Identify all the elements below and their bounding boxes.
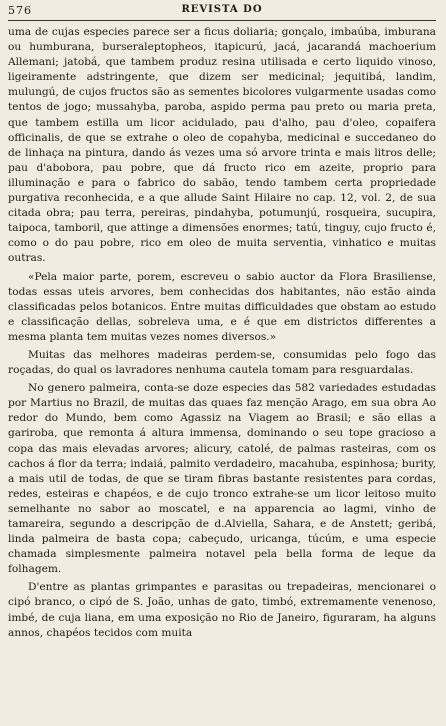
page-number: 576 bbox=[8, 4, 32, 17]
paragraph-1: uma de cujas especies parece ser a ficus doliaria; gonçalo, imbaúba, imburana ou humburana, burseraleptopheos, itapicurú, jacá, jacarandá machoerium Allemani; jatobá, que tambem produz resina utilisada e certo liquido vinoso, ligeiramente adstringente, que dizem ser medicinal; jequitibá, landim, mulungú, de cujos fructos são as sementes bicolores vulgarmente usadas como tentos de jogo; mussahyba, paroba, aspido perma pau preto ou maria preta, que tambem estilla um licor acidulado, pau d'alho, pau d'oleo, copaifera officinalis, de que se extrahe o oleo de copahyba, medicinal e succedaneo do de linhaça na pintura, dando ás vezes uma só arvore trinta e mais litros delle; pau d'abobora, pau pobre, que dá fructo rico em azeite, proprio para illuminação e para o fabrico do sabão, tendo tambem certa propriedade purgativa reconhecida, e a que allude Saint Hilaire no cap. 12, vol. 2, de sua citada obra; pau terra, pereiras, pindahyba, potumunjú, rosqueira, sucupira, taipoca, tamboril, que attinge a dimensões enormes; tatú, tinguy, cujo fructo é, como o do pau pobre, rico em oleo de muita serventia, vinhatico e muitas outras. bbox=[8, 26, 436, 265]
paragraph-4: No genero palmeira, conta-se doze especies das 582 variedades estudadas por Martius no Brazil, de muitas das quaes faz menção Arago, em sua obra Ao redor do Mundo, bem como Agassiz na Viagem ao Brasil; e são ellas a gariroba, que remonta á altura immensa, dominando o seu tope gracioso a copa das mais elevadas arvores; alicury, catolé, de palmas rasteiras, com os cachos á flor da terra; indaiá, palmito verdadeiro, macahuba, espinhosa; burity, a mais util de todas, de que se tiram fibras bastante resistentes para cordas, redes, esteiras e chapéos, e de cujo tronco extrahe-se um licor leitoso muito semelhante no sabor ao moscatel, e na apparencia ao lagmi, vinho de tamareira, segundo a descripção de d.Alviella, Sahara, e de Anstett; geribá, linda palmeira de basta copa; cabeçudo, uricanga, túcúm, e uma especie chamada simplesmente palmeira notavel pela bella forma de leque da folhagem. bbox=[8, 382, 436, 576]
body-text bbox=[8, 25, 436, 641]
paragraph-5: D'entre as plantas grimpantes e parasitas ou trepadeiras, mencionarei o cipó branco, o cipó de S. João, unhas de gato, timbó, extremamente venenoso, imbé, de cuja liana, em uma exposição no Rio de Janeiro, figuraram, ha alguns annos, chapéos tecidos com muita bbox=[8, 581, 436, 639]
page-header bbox=[8, 2, 436, 18]
running-title: REVISTA DO bbox=[181, 4, 263, 15]
paragraph-2-quote: «Pela maior parte, porem, escreveu o sabio auctor da Flora Brasiliense, todas essas uteis arvores, bem conhecidas dos habitantes, não estão ainda classificadas pelos botanicos. Entre muitas difficuldades que obstam ao estudo e classificação dellas, sobreleva uma, e é que em districtos differentes a mesma planta tem muitas vezes nomes diversos.» bbox=[8, 270, 436, 343]
header-rule bbox=[8, 20, 436, 21]
paragraph-3: Muitas das melhores madeiras perdem-se, consumidas pelo fogo das roçadas, do qual os lavradores nenhuma cautela tomam para resguardalas. bbox=[8, 348, 436, 377]
